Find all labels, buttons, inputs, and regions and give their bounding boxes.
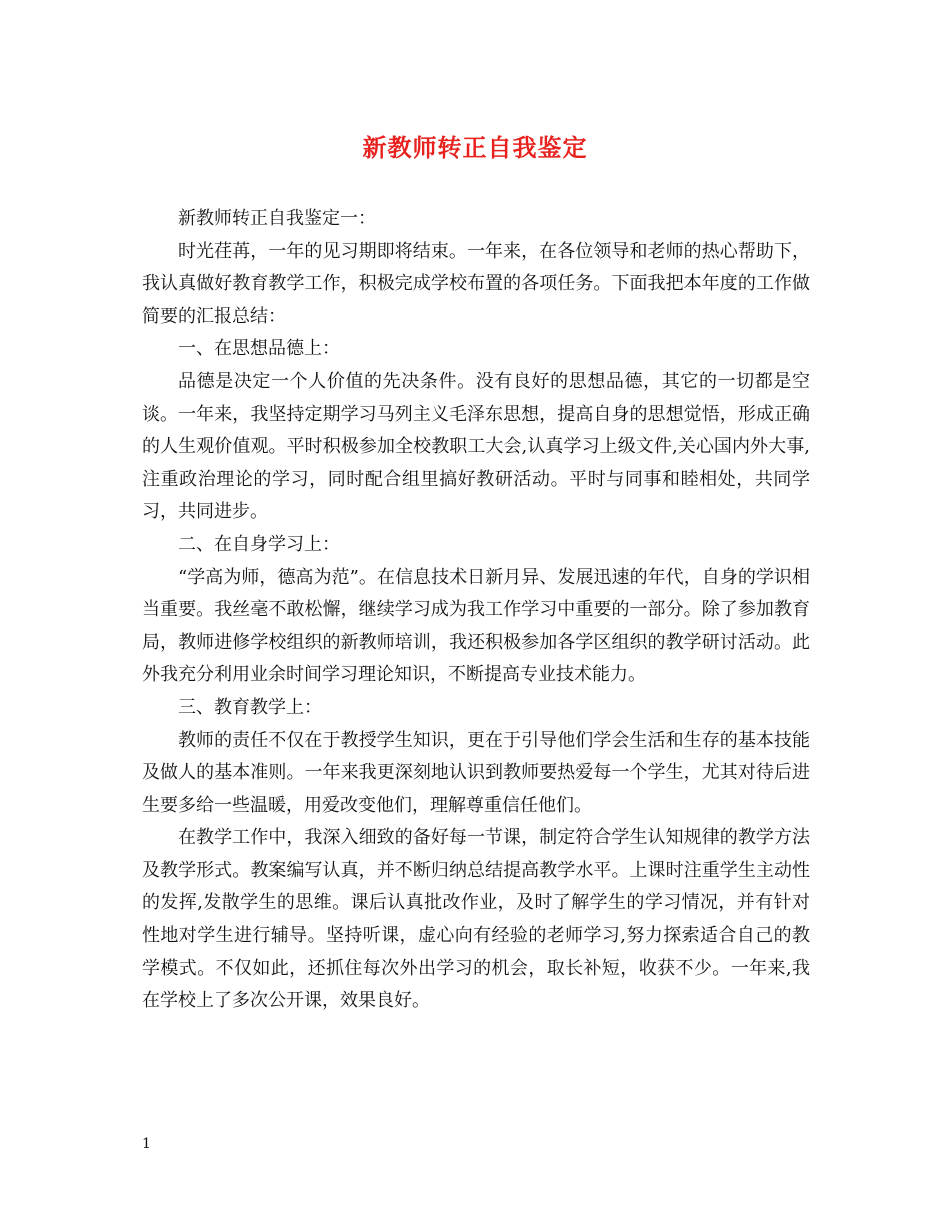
section-heading-intro: 新教师转正自我鉴定一： — [178, 208, 376, 229]
section-heading-ideology: 一、在思想品德上： — [178, 338, 340, 360]
paragraph-opening: 时光荏苒，一年的见习期即将结束。一年来，在各位领导和老师的热心帮助下，我认真做好教育教学工作，积极完成学校布置的各项任务。下面我把本年度的工作做简要的汇报总结： — [142, 240, 810, 327]
paragraph-teaching-work: 在教学工作中，我深入细致的备好每一节课，制定符合学生认知规律的教学方法及教学形式。教案编写认真，并不断归纳总结提高教学水平。上课时注重学生主动性的发挥,发散学生的思维。课后认真批改作业，及时了解学生的学习情况，并有针对性地对学生进行辅导。坚持听课，虚心向有经验的老师学习,努力探索适合自己的教学模式。不仅如此，还抓住每次外出学习的机会，取长补短，收获不少。一年来,我在学校上了多次公开课，效果良好。 — [142, 827, 810, 1012]
paragraph-teaching-responsibility: 教师的责任不仅在于教授学生知识，更在于引导他们学会生活和生存的基本技能及做人的基本准则。一年来我更深刻地认识到教师要热爱每一个学生，尤其对待后进生要多给一些温暖，用爱改变他们，理解尊重信任他们。 — [142, 729, 810, 816]
section-heading-teaching: 三、教育教学上： — [178, 696, 322, 718]
document-body — [142, 203, 810, 1018]
page-number: 1 — [142, 1136, 151, 1152]
paragraph-self-study: “学高为师，德高为范”。在信息技术日新月异、发展迅速的年代，自身的学识相当重要。我丝毫不敢松懈，继续学习成为我工作学习中重要的一部分。除了参加教育局，教师进修学校组织的新教师培训，我还积极参加各学区组织的教学研讨活动。此外我充分利用业余时间学习理论知识，不断提高专业技术能力。 — [142, 566, 810, 686]
document-title: 新教师转正自我鉴定 — [362, 133, 588, 162]
section-heading-self-study: 二、在自身学习上： — [178, 533, 340, 555]
paragraph-ideology: 品德是决定一个人价值的先决条件。没有良好的思想品德，其它的一切都是空谈。一年来，我坚持定期学习马列主义毛泽东思想，提高自身的思想觉悟，形成正确的人生观价值观。平时积极参加全校教职工大会,认真学习上级文件,关心国内外大事,注重政治理论的学习，同时配合组里搞好教研活动。平时与同事和睦相处，共同学习，共同进步。 — [142, 370, 810, 523]
